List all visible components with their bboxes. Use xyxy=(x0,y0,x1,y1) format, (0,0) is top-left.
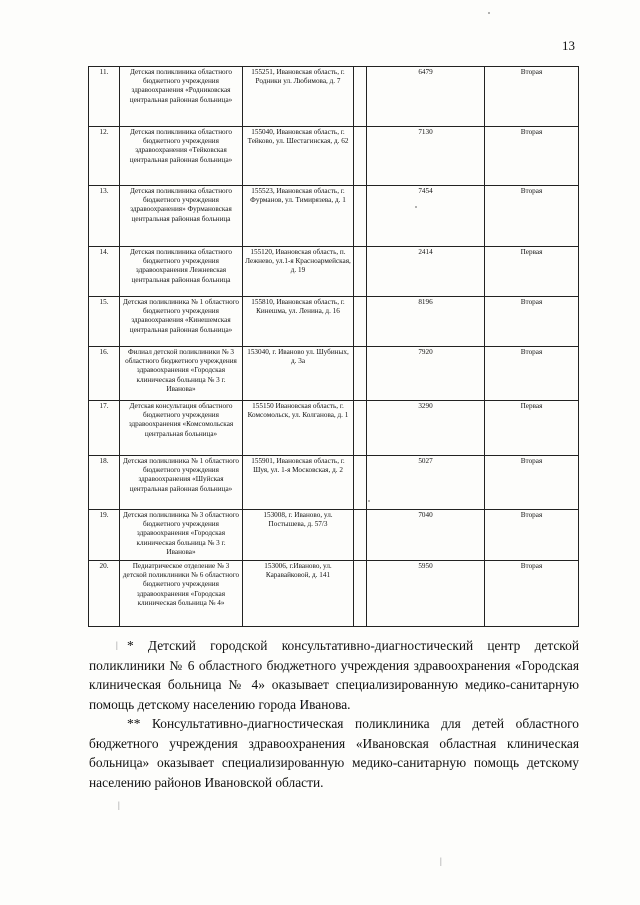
page-number: 13 xyxy=(562,38,575,53)
table-row xyxy=(89,510,579,561)
row-number: 18. xyxy=(89,456,120,510)
empty-cell xyxy=(354,456,367,510)
attached-population: 6479 xyxy=(367,67,485,127)
empty-cell xyxy=(354,186,367,247)
institution-address: 155150 Ивановская область, г. Комсомольск, ул. Колганова, д. 1 xyxy=(243,401,354,456)
institution-address: 155901, Ивановская область, г. Шуя, ул. 1-я Московская, д. 2 xyxy=(243,456,354,510)
institution-address: 155120, Ивановская область, п. Лежнево, ул.1-я Красноармейская, д. 19 xyxy=(243,247,354,297)
row-number: 20. xyxy=(89,561,120,627)
footnote-single-star: * Детский городской консультативно-диагностический центр детской поликлиники № 6 областного бюджетного учреждения здравоохранения «Городская клиническая больница № 4» оказывает специализированную медико-санитарную помощь детскому населению города Иванова. xyxy=(89,638,579,712)
institution-name: Филиал детской поликлиники № 3 областного бюджетного учреждения здравоохранения «Городская клиническая больница № 3 г. Иванова» xyxy=(120,347,243,401)
institutions-table xyxy=(88,66,579,627)
attached-population: 8196 xyxy=(367,297,485,347)
institution-address: 155523, Ивановская область, г. Фурманов, ул. Тимирязева, д. 1 xyxy=(243,186,354,247)
institution-name: Детская поликлиника областного бюджетного учреждения здравоохранения» Фурмановская центральная районная больница xyxy=(120,186,243,247)
attached-population: 7040 xyxy=(367,510,485,561)
empty-cell xyxy=(354,297,367,347)
attached-population: 2414 xyxy=(367,247,485,297)
empty-cell xyxy=(354,247,367,297)
attached-population: 5027 xyxy=(367,456,485,510)
row-number: 19. xyxy=(89,510,120,561)
empty-cell xyxy=(354,401,367,456)
attached-population: 7454 xyxy=(367,186,485,247)
institution-name: Детская поликлиника областного бюджетного учреждения здравоохранения «Тейковская центральная районная больница» xyxy=(120,127,243,186)
category: Вторая xyxy=(485,561,579,627)
attached-population: 7130 xyxy=(367,127,485,186)
row-number: 12. xyxy=(89,127,120,186)
empty-cell xyxy=(354,67,367,127)
scan-margin-mark: | xyxy=(440,856,442,866)
attached-population: 7920 xyxy=(367,347,485,401)
empty-cell xyxy=(354,510,367,561)
institution-name: Детская поликлиника областного бюджетного учреждения здравоохранения Лежневская центральная районная больница xyxy=(120,247,243,297)
institution-address: 155040, Ивановская область, г. Тейково, ул. Шестагинская, д. 62 xyxy=(243,127,354,186)
category: Вторая xyxy=(485,456,579,510)
table-row xyxy=(89,401,579,456)
institution-name: Детская поликлиника № 3 областного бюджетного учреждения здравоохранения «Городская клиническая больница № 3 г. Иванова» xyxy=(120,510,243,561)
scan-speck xyxy=(415,206,417,208)
category: Первая xyxy=(485,401,579,456)
empty-cell xyxy=(354,561,367,627)
institution-address: 153040, г. Иваново ул. Шубиных, д. 3а xyxy=(243,347,354,401)
institution-address: 153006, г.Иваново, ул. Каравайковой, д. 141 xyxy=(243,561,354,627)
scan-speck xyxy=(488,12,490,14)
institution-address: 155810, Ивановская область, г. Кинешма, ул. Ленина, д. 16 xyxy=(243,297,354,347)
category: Вторая xyxy=(485,186,579,247)
row-number: 14. xyxy=(89,247,120,297)
row-number: 17. xyxy=(89,401,120,456)
empty-cell xyxy=(354,127,367,186)
scan-speck xyxy=(368,500,370,502)
institution-name: Детская поликлиника областного бюджетного учреждения здравоохранения «Родниковская центральная районная больница» xyxy=(120,67,243,127)
category: Вторая xyxy=(485,297,579,347)
table-row xyxy=(89,186,579,247)
institution-address: 153008, г. Иваново, ул. Постышева, д. 57/3 xyxy=(243,510,354,561)
row-number: 16. xyxy=(89,347,120,401)
institution-name: Детская поликлиника № 1 областного бюджетного учреждения здравоохранения «Кинешемская центральная районная больница» xyxy=(120,297,243,347)
table-row xyxy=(89,347,579,401)
table-row xyxy=(89,456,579,510)
table-row xyxy=(89,297,579,347)
table-row xyxy=(89,561,579,627)
institution-address: 155251, Ивановская область, г. Родники ул. Любимова, д. 7 xyxy=(243,67,354,127)
scan-margin-mark: | xyxy=(116,640,118,650)
table-row xyxy=(89,127,579,186)
row-number: 15. xyxy=(89,297,120,347)
table-row xyxy=(89,67,579,127)
category: Вторая xyxy=(485,510,579,561)
empty-cell xyxy=(354,347,367,401)
attached-population: 5950 xyxy=(367,561,485,627)
institution-name: Детская консультация областного бюджетного учреждения здравоохранения «Комсомольская центральная больница» xyxy=(120,401,243,456)
row-number: 11. xyxy=(89,67,120,127)
institution-name: Детская поликлиника № 1 областного бюджетного учреждения здравоохранения «Шуйская центральная районная больница» xyxy=(120,456,243,510)
category: Вторая xyxy=(485,127,579,186)
category: Первая xyxy=(485,247,579,297)
institution-name: Педиатрическое отделение № 3 детской поликлиники № 6 областного бюджетного учреждения здравоохранения «Городская клиническая больница № 4» xyxy=(120,561,243,627)
category: Вторая xyxy=(485,347,579,401)
scan-margin-mark: | xyxy=(118,800,120,810)
attached-population: 3290 xyxy=(367,401,485,456)
row-number: 13. xyxy=(89,186,120,247)
table-row xyxy=(89,247,579,297)
footnote-double-star: ** Консультативно-диагностическая поликлиника для детей областного бюджетного учреждения здравоохранения «Ивановская областная клиническая больница» оказывает специализированную медико-санитарную помощь детскому населению районов Ивановской области. xyxy=(89,716,579,790)
category: Вторая xyxy=(485,67,579,127)
footnotes xyxy=(89,636,579,792)
